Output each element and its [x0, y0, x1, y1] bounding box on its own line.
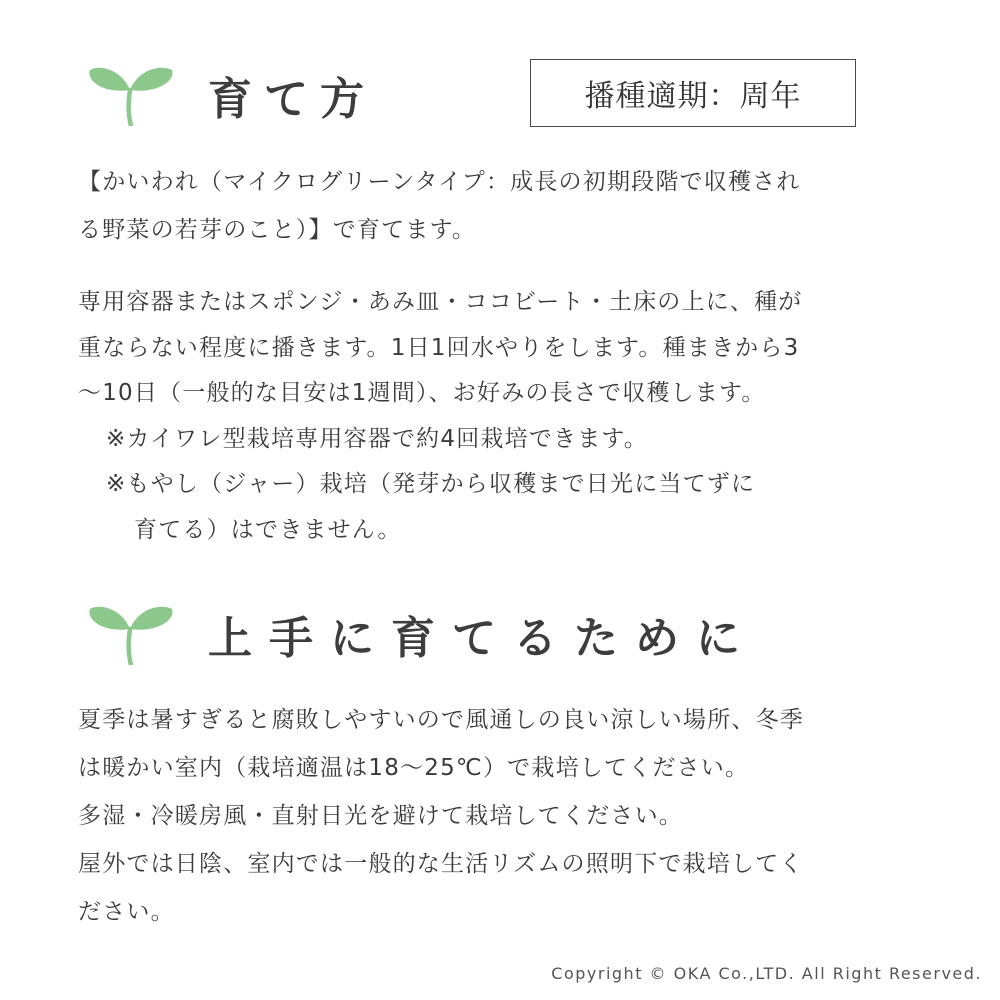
- text-line: 多湿・冷暖房風・直射日光を避けて栽培してください。: [78, 803, 683, 829]
- sowing-season-badge: 播種適期：周年: [530, 59, 856, 127]
- text-line: 【かいわれ（マイクログリーンタイプ：成長の初期段階で収穫され: [78, 169, 801, 195]
- section-title: 育て方: [208, 74, 376, 125]
- tips-paragraph: [78, 696, 938, 936]
- sprout-icon: [88, 603, 178, 665]
- section-title: 上手に育てるために: [208, 613, 757, 664]
- text-line: ださい。: [78, 899, 175, 925]
- section-heading-growing: [88, 63, 376, 127]
- text-line: は暖かい室内（栽培適温は18～25℃）で栽培してください。: [78, 755, 750, 781]
- note-line: ※もやし（ジャー）栽培（発芽から収穫まで日光に当てずに: [106, 471, 756, 497]
- text-line: る野菜の若芽のこと）】で育てます。: [78, 217, 477, 243]
- text-line: 夏季は暑すぎると腐敗しやすいので風通しの良い涼しい場所、冬季: [78, 707, 804, 733]
- copyright-text: Copyright © OKA Co.,LTD. All Right Reserved.: [551, 964, 982, 983]
- sprout-icon: [88, 64, 178, 126]
- note-line: 育てる）はできません。: [134, 516, 402, 543]
- section-heading-tips: [88, 602, 757, 666]
- text-line: ～10日（一般的な目安は1週間）、お好みの長さで収穫します。: [78, 380, 766, 406]
- text-line: 専用容器またはスポンジ・あみ皿・ココビート・土床の上に、種が: [78, 289, 803, 315]
- instructions-paragraph: [78, 280, 938, 553]
- note-line: ※カイワレ型栽培専用容器で約4回栽培できます。: [106, 425, 648, 452]
- intro-paragraph: [78, 158, 938, 254]
- text-line: 重ならない程度に播きます。1日1回水やりをします。種まきから3: [78, 334, 800, 361]
- text-line: 屋外では日陰、室内では一般的な生活リズムの照明下で栽培してく: [78, 851, 804, 877]
